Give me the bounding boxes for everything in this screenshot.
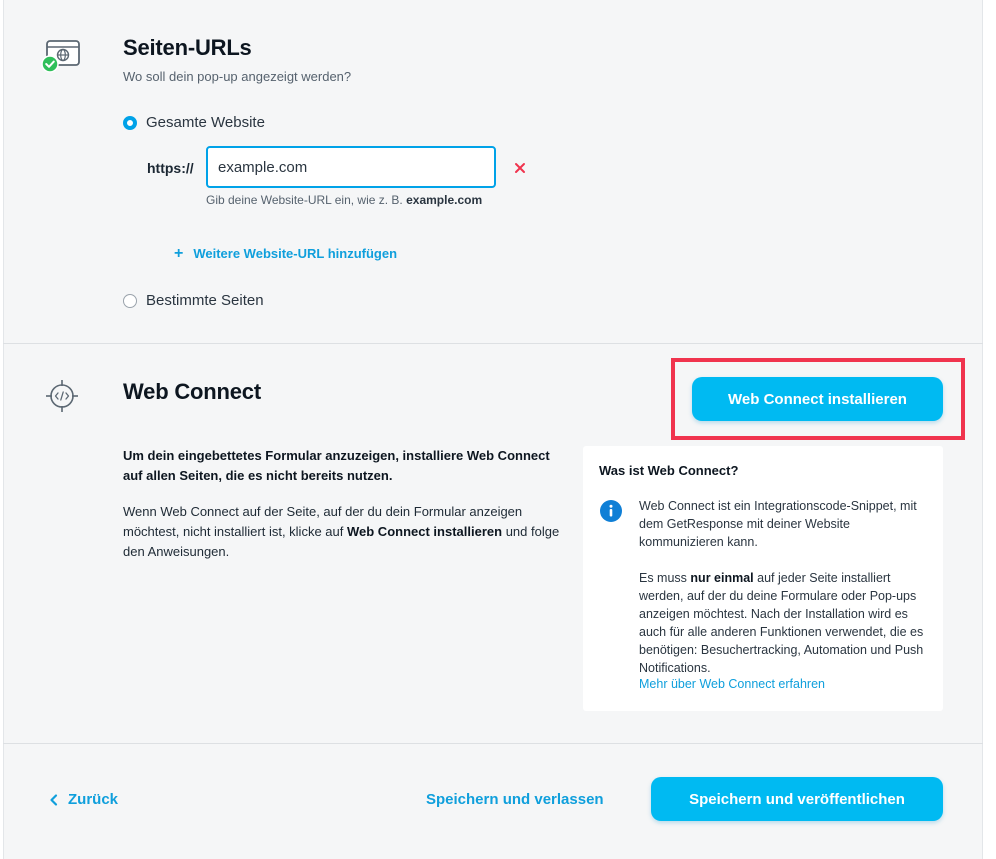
- chevron-left-icon: [47, 793, 61, 807]
- info-text-2a: Es muss: [639, 571, 687, 585]
- page-urls-icon: [41, 36, 83, 74]
- plus-icon: +: [174, 244, 184, 262]
- instructions-part-1: Wenn Web Connect auf der Seite, auf der du dein Formular anzeigen möchtest, nicht installiert ist, klicke auf: [123, 504, 523, 539]
- info-text-2b: auf jeder Seite installiert werden, auf der du deine Formulare oder Pop-ups anzeigen möchtest. Nach der Installation wird es auch für alle anderen Funktionen verwendet, die es benötigen: Besuchertracking, Automation und Push Notifications.: [639, 571, 924, 675]
- footer-divider: [3, 743, 983, 744]
- instructions-part-2: und folge den Anweisungen.: [123, 524, 560, 559]
- install-web-connect-button[interactable]: Web Connect installieren: [692, 377, 943, 421]
- url-hint: [206, 193, 482, 207]
- add-website-url-link[interactable]: [174, 246, 397, 261]
- back-link[interactable]: [47, 791, 118, 808]
- radio-specific-pages-label: Bestimmte Seiten: [146, 292, 264, 309]
- web-connect-instructions: [123, 502, 563, 562]
- url-hint-text: Gib deine Website-URL ein, wie z. B.: [206, 193, 403, 207]
- website-url-input[interactable]: [206, 146, 496, 188]
- radio-unselected-indicator[interactable]: [123, 294, 137, 308]
- section-divider: [3, 343, 983, 344]
- save-and-leave-link[interactable]: Speichern und verlassen: [426, 791, 604, 808]
- save-and-publish-button[interactable]: Speichern und veröffentlichen: [651, 777, 943, 821]
- web-connect-icon: [44, 378, 80, 414]
- back-label: Zurück: [68, 791, 119, 808]
- info-box: [583, 446, 943, 711]
- add-website-url-label: Weitere Website-URL hinzufügen: [193, 246, 398, 261]
- radio-whole-website[interactable]: [123, 114, 265, 131]
- info-text-1: Web Connect ist ein Integrationscode-Snippet, mit dem GetResponse mit deiner Website kommunizieren kann.: [639, 499, 917, 549]
- info-text-2: [639, 569, 929, 677]
- instructions-bold: Web Connect installieren: [346, 524, 503, 539]
- radio-selected-indicator[interactable]: [123, 116, 137, 130]
- info-text-2-bold: nur einmal: [690, 571, 754, 585]
- page-urls-subtitle: Wo soll dein pop-up angezeigt werden?: [123, 69, 352, 84]
- info-icon: [600, 500, 622, 522]
- info-box-title: Was ist Web Connect?: [599, 463, 739, 478]
- url-hint-example: example.com: [406, 193, 483, 207]
- learn-more-link[interactable]: Mehr über Web Connect erfahren: [639, 677, 825, 691]
- page-urls-title: Seiten-URLs: [123, 35, 252, 60]
- radio-whole-website-label: Gesamte Website: [146, 114, 265, 131]
- url-prefix: https://: [147, 160, 194, 176]
- web-connect-title: Web Connect: [123, 379, 261, 404]
- radio-specific-pages[interactable]: [123, 292, 264, 309]
- remove-url-icon[interactable]: [512, 160, 528, 176]
- web-connect-intro: Um dein eingebettetes Formular anzuzeigen, installiere Web Connect auf allen Seiten, die es nicht bereits nutzen.: [123, 448, 550, 483]
